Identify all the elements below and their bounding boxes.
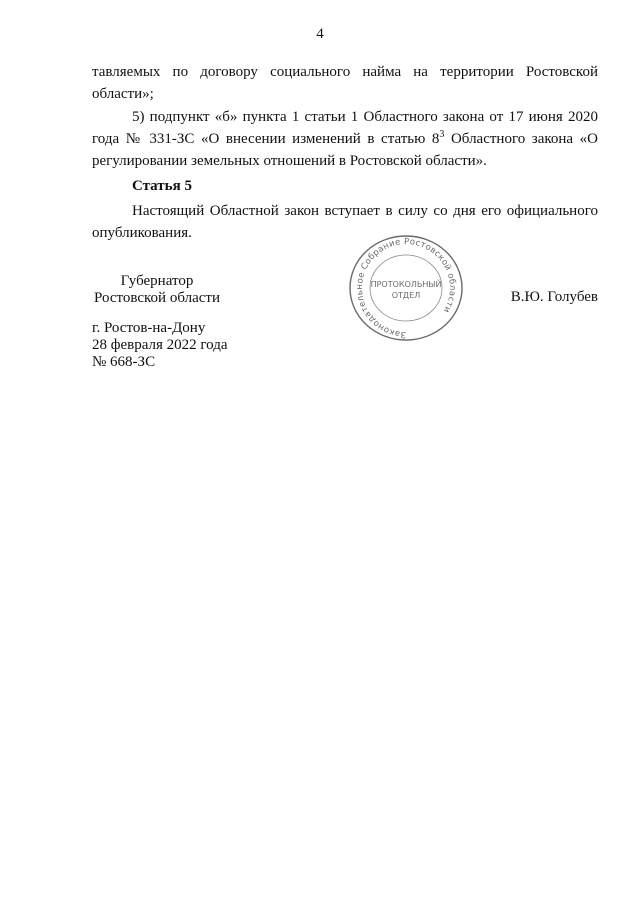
superscript: 3 bbox=[439, 129, 445, 140]
city: г. Ростов-на-Дону bbox=[92, 320, 206, 336]
law-date: 28 февраля 2022 года bbox=[92, 337, 228, 353]
place-date-block bbox=[92, 320, 228, 371]
paragraph-item-5 bbox=[92, 106, 598, 172]
paragraph-item-5-text-a: 5) подпункт «б» пункта 1 статьи 1 Областного закона от 17 июня 2020 года № 331-ЗС «О внесении изменений в статью 8 bbox=[92, 109, 598, 147]
stamp-center-line-1: ПРОТОКОЛЬНЫЙ bbox=[370, 280, 442, 289]
stamp-ring-text: Законодательное Собрание Ростовской области bbox=[354, 236, 458, 340]
article-heading: Статья 5 bbox=[132, 178, 192, 194]
page-number: 4 bbox=[316, 26, 324, 42]
official-stamp bbox=[340, 232, 472, 344]
governor-title bbox=[92, 273, 222, 307]
paragraph-article-5: Настоящий Областной закон вступает в силу со дня его официального опубликования. bbox=[92, 203, 598, 241]
governor-title-line-2: Ростовской области bbox=[94, 290, 220, 306]
stamp-center-line-2: ОТДЕЛ bbox=[391, 291, 421, 300]
signer-name: В.Ю. Голубев bbox=[510, 289, 598, 305]
governor-title-line-1: Губернатор bbox=[120, 273, 194, 289]
paragraph-item-5-text-b: Областного закона «О регулировании земельных отношений в Ростовской области». bbox=[92, 131, 598, 169]
law-number: № 668-ЗС bbox=[92, 354, 156, 370]
paragraph-continuation: тавляемых по договору социального найма на территории Ростовской области»; bbox=[92, 64, 598, 102]
